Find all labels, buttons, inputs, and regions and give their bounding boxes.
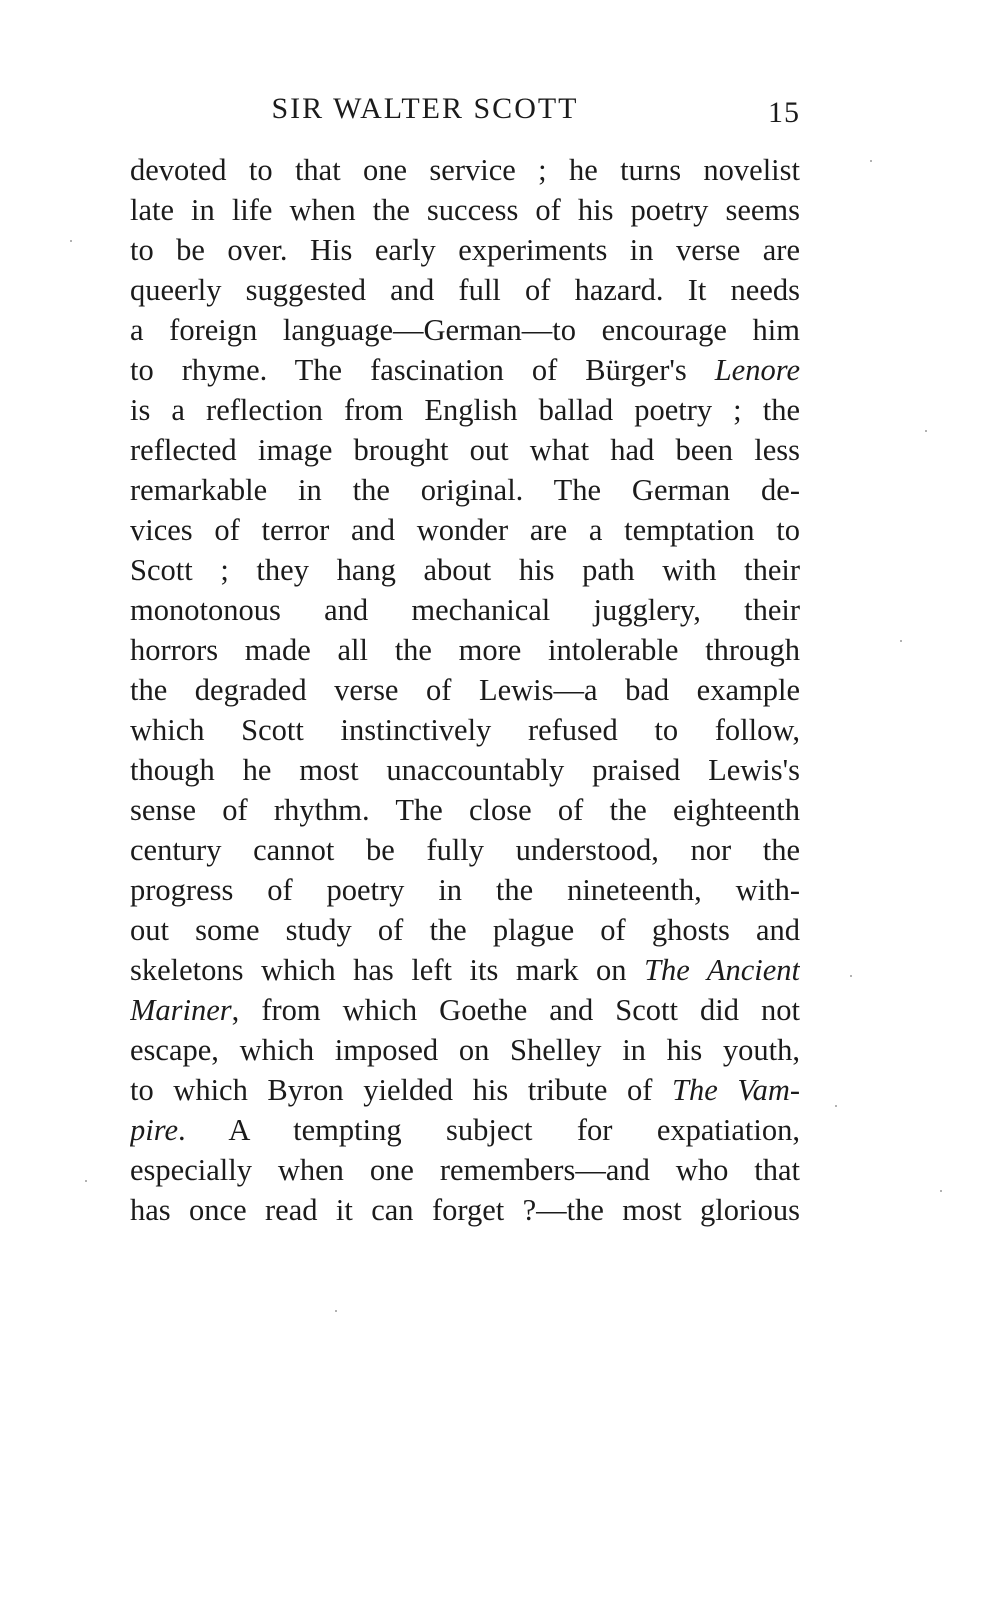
- text-run: escape, which imposed on Shelley in his youth,: [130, 1033, 800, 1067]
- text-line: [130, 910, 800, 950]
- text-line: [130, 750, 800, 790]
- text-line: [130, 590, 800, 630]
- text-line: [130, 150, 800, 190]
- text-run: to rhyme. The fascination of Bürger's: [130, 353, 715, 387]
- italic-title: Lenore: [714, 353, 800, 387]
- text-line: [130, 470, 800, 510]
- text-line: [130, 230, 800, 270]
- paper-speck: [85, 1180, 87, 1182]
- text-run: though he most unaccountably praised Lewis's: [130, 753, 800, 787]
- paper-speck: [70, 240, 72, 242]
- text-run: , from which Goethe and Scott did not: [231, 993, 800, 1027]
- text-line: [130, 790, 800, 830]
- text-line: [130, 870, 800, 910]
- text-run: especially when one remembers—and who that: [130, 1153, 800, 1187]
- text-run: progress of poetry in the nineteenth, with-: [130, 873, 800, 907]
- text-line: [130, 1150, 800, 1190]
- text-line: [130, 1190, 800, 1230]
- text-line: [130, 1070, 800, 1110]
- paper-speck: [900, 640, 902, 642]
- text-line: [130, 390, 800, 430]
- text-line: [130, 1030, 800, 1070]
- text-run: reflected image brought out what had been less: [130, 433, 800, 467]
- text-run: remarkable in the original. The German de-: [130, 473, 800, 507]
- body-text: [130, 150, 800, 1230]
- text-run: sense of rhythm. The close of the eighteenth: [130, 793, 800, 827]
- text-run: to which Byron yielded his tribute of: [130, 1073, 672, 1107]
- text-line: [130, 670, 800, 710]
- italic-title: Mariner: [130, 993, 232, 1027]
- text-run: has once read it can forget ?—the most glorious: [130, 1193, 800, 1227]
- text-run: vices of terror and wonder are a temptation to: [130, 513, 800, 547]
- paper-speck: [870, 160, 872, 162]
- paper-speck: [940, 1190, 942, 1192]
- italic-title: The Ancient: [644, 953, 800, 987]
- text-run: is a reflection from English ballad poetry ; the: [130, 393, 800, 427]
- text-run: the degraded verse of Lewis—a bad example: [130, 673, 800, 707]
- text-run: Scott ; they hang about his path with their: [130, 553, 800, 587]
- text-line: [130, 310, 800, 350]
- text-line: [130, 1110, 800, 1150]
- text-line: [130, 550, 800, 590]
- text-run: horrors made all the more intolerable through: [130, 633, 800, 667]
- italic-title: pire: [130, 1113, 178, 1147]
- text-run: monotonous and mechanical jugglery, their: [130, 593, 800, 627]
- text-run: . A tempting subject for expatiation,: [178, 1113, 800, 1147]
- paper-speck: [850, 975, 852, 977]
- running-title-text: SIR WALTER SCOTT: [271, 92, 579, 125]
- text-run: which Scott instinctively refused to follow,: [130, 713, 800, 747]
- text-line: [130, 630, 800, 670]
- text-run: skeletons which has left its mark on: [130, 953, 645, 987]
- text-run: devoted to that one service ; he turns novelist: [130, 153, 800, 187]
- running-head: [130, 92, 800, 132]
- paper-speck: [835, 1105, 837, 1107]
- page-number: 15: [768, 96, 800, 129]
- italic-title: The Vam-: [671, 1073, 800, 1107]
- text-run: a foreign language—German—to encourage him: [130, 313, 800, 347]
- text-run: queerly suggested and full of hazard. It needs: [130, 273, 800, 307]
- text-line: [130, 350, 800, 390]
- text-line: [130, 430, 800, 470]
- text-line: [130, 270, 800, 310]
- text-run: to be over. His early experiments in verse are: [130, 233, 800, 267]
- text-line: [130, 830, 800, 870]
- text-run: late in life when the success of his poetry seems: [130, 193, 800, 227]
- running-title: [130, 92, 800, 126]
- text-line: [130, 710, 800, 750]
- paper-speck: [925, 430, 927, 432]
- paper-speck: [335, 1310, 337, 1312]
- text-line: [130, 510, 800, 550]
- text-line: [130, 950, 800, 990]
- text-line: [130, 190, 800, 230]
- text-line: [130, 990, 800, 1030]
- text-run: out some study of the plague of ghosts and: [130, 913, 800, 947]
- text-run: century cannot be fully understood, nor the: [130, 833, 800, 867]
